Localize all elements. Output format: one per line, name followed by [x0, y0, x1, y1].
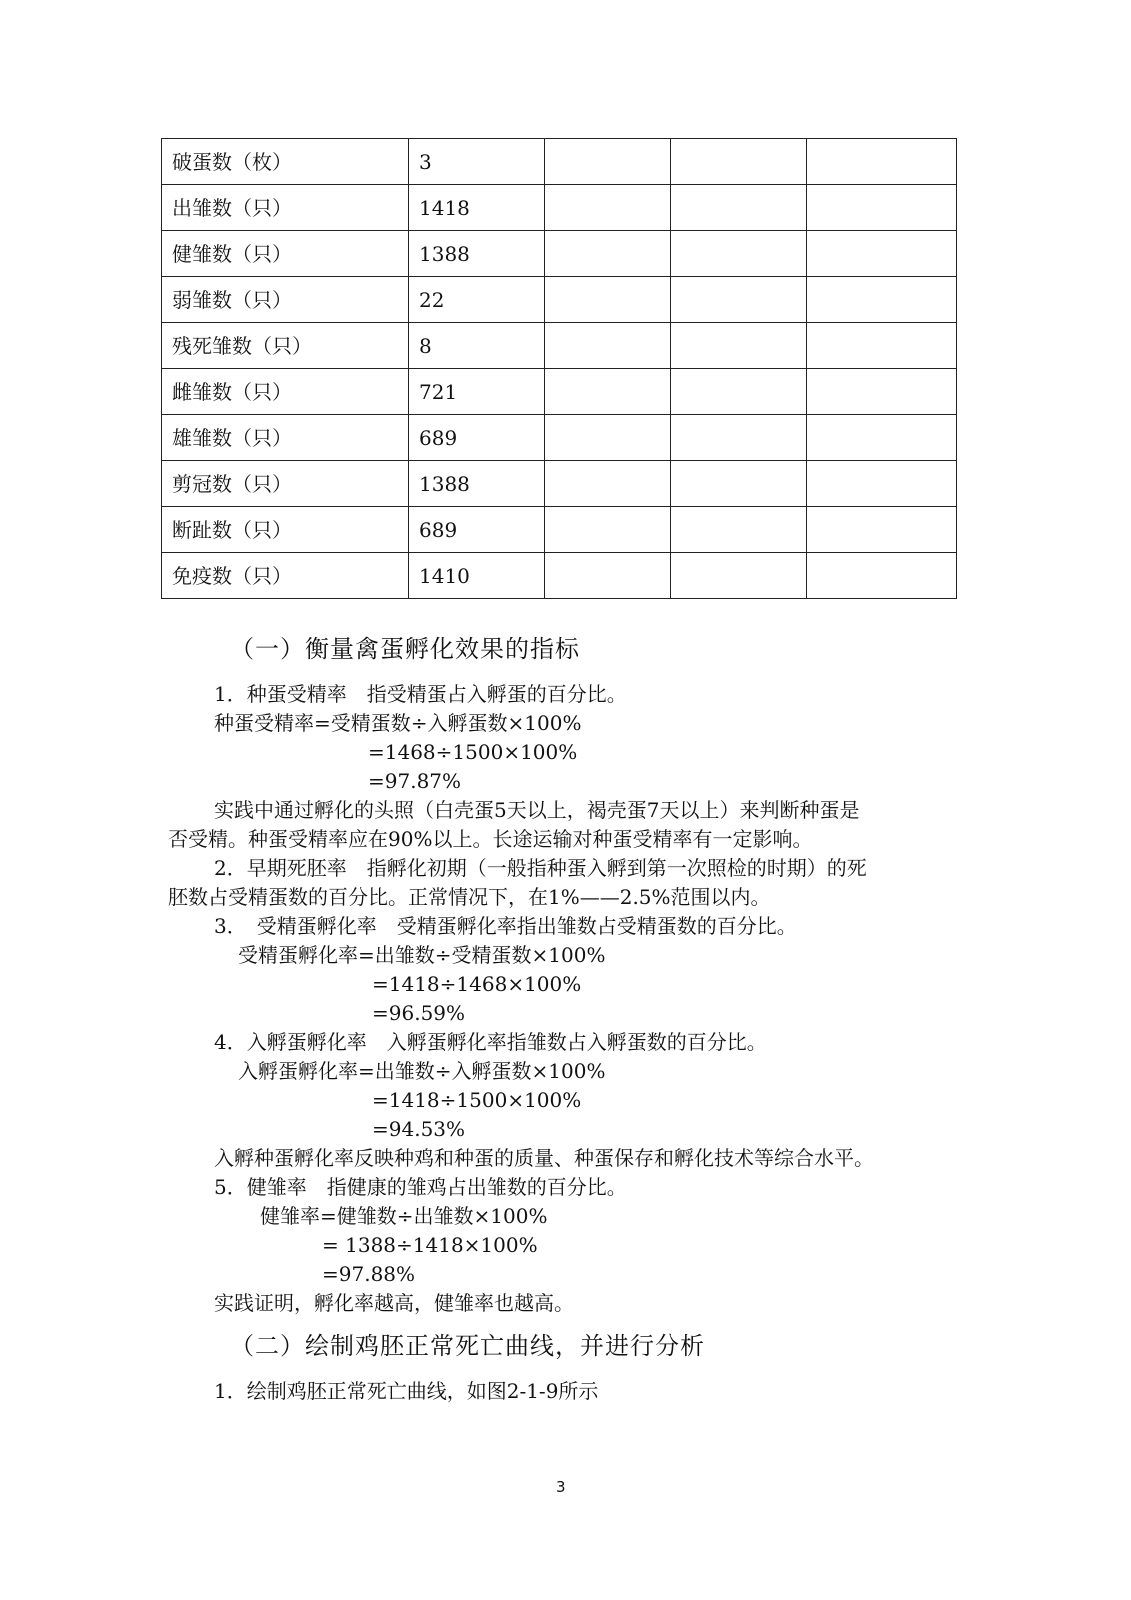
empty-cell: [545, 277, 671, 323]
item5-result: =97.88%: [322, 1262, 416, 1286]
empty-cell: [671, 507, 807, 553]
row-value-cell: 1388: [409, 231, 545, 277]
item1-note-line2: 否受精。种蛋受精率应在90%以上。长途运输对种蛋受精率有一定影响。: [168, 827, 813, 851]
row-label-cell: 雌雏数（只）: [162, 369, 409, 415]
table-row: [162, 139, 957, 185]
empty-cell: [807, 553, 957, 599]
empty-cell: [807, 369, 957, 415]
item5-title: 5．健雏率 指健康的雏鸡占出雏数的百分比。: [214, 1175, 627, 1199]
item5-calc: = 1388÷1418×100%: [322, 1233, 538, 1257]
item1-result: =97.87%: [368, 769, 462, 793]
empty-cell: [671, 461, 807, 507]
row-value-cell: 721: [409, 369, 545, 415]
row-value-cell: 689: [409, 415, 545, 461]
table-row: [162, 507, 957, 553]
empty-cell: [545, 231, 671, 277]
empty-cell: [807, 323, 957, 369]
empty-cell: [545, 139, 671, 185]
hatching-data-table: [161, 138, 957, 599]
empty-cell: [807, 139, 957, 185]
item3-title: 3． 受精蛋孵化率 受精蛋孵化率指出雏数占受精蛋数的百分比。: [214, 914, 797, 938]
section2-item1: 1．绘制鸡胚正常死亡曲线，如图2-1-9所示: [214, 1379, 599, 1403]
item1-formula: 种蛋受精率=受精蛋数÷入孵蛋数×100%: [214, 711, 582, 735]
row-label-cell: 出雏数（只）: [162, 185, 409, 231]
empty-cell: [807, 185, 957, 231]
item1-calc: =1468÷1500×100%: [368, 740, 578, 764]
item5-note: 实践证明，孵化率越高，健雏率也越高。: [214, 1291, 574, 1315]
row-label-cell: 弱雏数（只）: [162, 277, 409, 323]
table-row: [162, 461, 957, 507]
item2-line2: 胚数占受精蛋数的百分比。正常情况下，在1%——2.5%范围以内。: [168, 885, 771, 909]
row-label-cell: 雄雏数（只）: [162, 415, 409, 461]
row-value-cell: 1388: [409, 461, 545, 507]
empty-cell: [671, 369, 807, 415]
empty-cell: [545, 185, 671, 231]
row-label-cell: 破蛋数（枚）: [162, 139, 409, 185]
empty-cell: [671, 277, 807, 323]
row-label-cell: 断趾数（只）: [162, 507, 409, 553]
section2-heading: （二）绘制鸡胚正常死亡曲线，并进行分析: [230, 1332, 705, 1360]
table-row: [162, 277, 957, 323]
empty-cell: [807, 415, 957, 461]
item3-calc: =1418÷1468×100%: [372, 972, 582, 996]
item4-title: 4．入孵蛋孵化率 入孵蛋孵化率指雏数占入孵蛋数的百分比。: [214, 1030, 767, 1054]
empty-cell: [545, 369, 671, 415]
empty-cell: [671, 139, 807, 185]
page-number: 3: [556, 1478, 566, 1496]
table-row: [162, 323, 957, 369]
table-row: [162, 369, 957, 415]
empty-cell: [545, 323, 671, 369]
item1-note-line1: 实践中通过孵化的头照（白壳蛋5天以上，褐壳蛋7天以上）来判断种蛋是: [214, 798, 860, 822]
item4-formula: 入孵蛋孵化率=出雏数÷入孵蛋数×100%: [238, 1059, 606, 1083]
empty-cell: [671, 185, 807, 231]
empty-cell: [545, 461, 671, 507]
item3-formula: 受精蛋孵化率=出雏数÷受精蛋数×100%: [238, 943, 606, 967]
empty-cell: [807, 507, 957, 553]
item5-formula: 健雏率=健雏数÷出雏数×100%: [260, 1204, 548, 1228]
section1-heading: （一）衡量禽蛋孵化效果的指标: [230, 635, 580, 663]
row-value-cell: 1418: [409, 185, 545, 231]
item4-calc: =1418÷1500×100%: [372, 1088, 582, 1112]
table-row: [162, 185, 957, 231]
empty-cell: [671, 415, 807, 461]
row-label-cell: 免疫数（只）: [162, 553, 409, 599]
empty-cell: [545, 553, 671, 599]
empty-cell: [671, 231, 807, 277]
empty-cell: [807, 461, 957, 507]
table-row: [162, 415, 957, 461]
item4-note: 入孵种蛋孵化率反映种鸡和种蛋的质量、种蛋保存和孵化技术等综合水平。: [214, 1146, 874, 1170]
empty-cell: [671, 323, 807, 369]
item2-line1: 2．早期死胚率 指孵化初期（一般指种蛋入孵到第一次照检的时期）的死: [214, 856, 867, 880]
empty-cell: [807, 231, 957, 277]
item1-title: 1．种蛋受精率 指受精蛋占入孵蛋的百分比。: [214, 682, 627, 706]
row-label-cell: 剪冠数（只）: [162, 461, 409, 507]
empty-cell: [807, 277, 957, 323]
row-value-cell: 689: [409, 507, 545, 553]
row-value-cell: 8: [409, 323, 545, 369]
item3-result: =96.59%: [372, 1001, 466, 1025]
empty-cell: [545, 507, 671, 553]
empty-cell: [671, 553, 807, 599]
table-row: [162, 553, 957, 599]
row-label-cell: 残死雏数（只）: [162, 323, 409, 369]
row-value-cell: 22: [409, 277, 545, 323]
row-value-cell: 3: [409, 139, 545, 185]
row-label-cell: 健雏数（只）: [162, 231, 409, 277]
table-row: [162, 231, 957, 277]
row-value-cell: 1410: [409, 553, 545, 599]
empty-cell: [545, 415, 671, 461]
item4-result: =94.53%: [372, 1117, 466, 1141]
